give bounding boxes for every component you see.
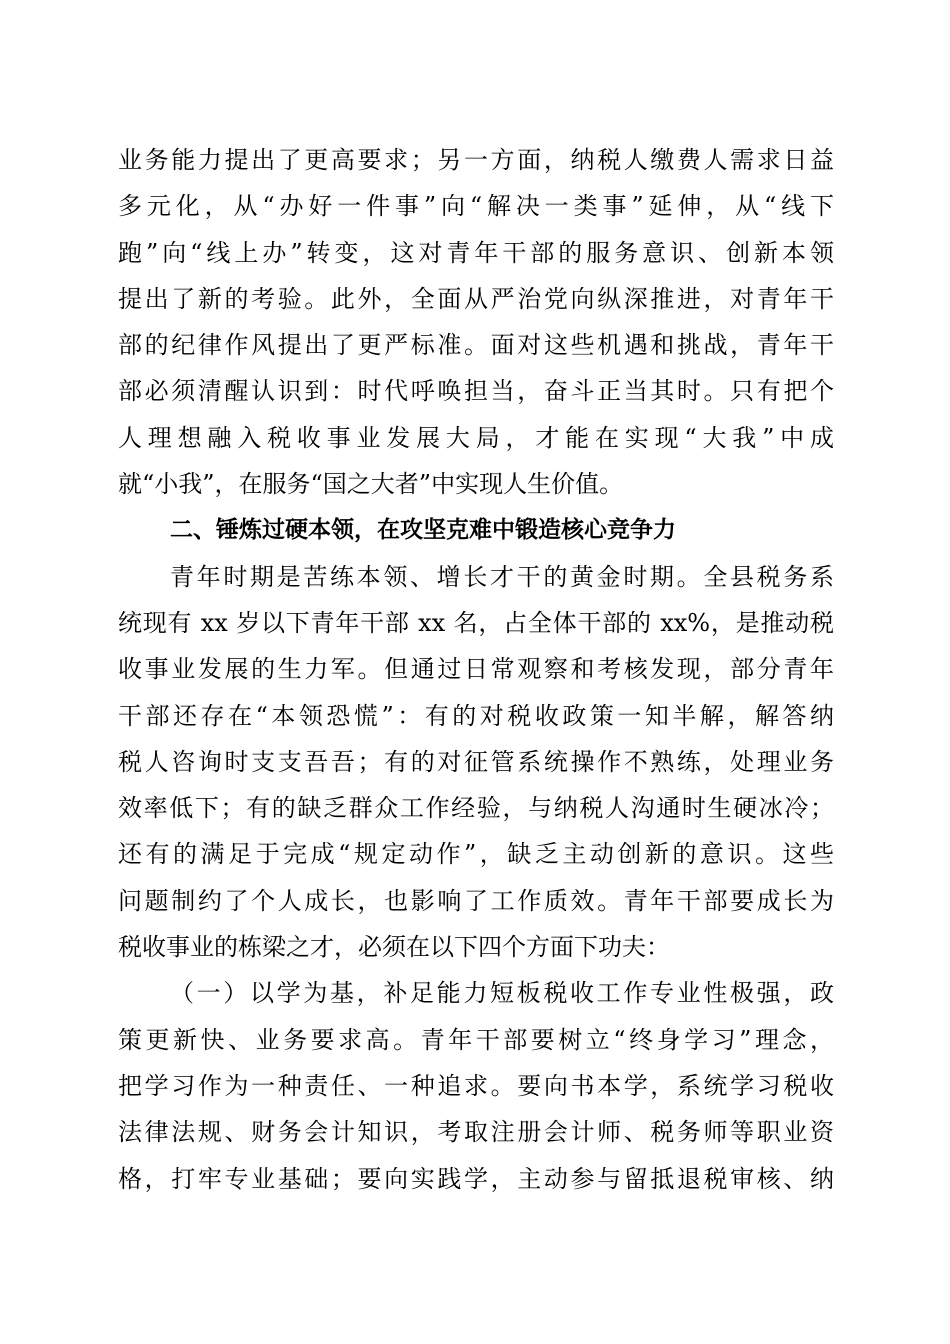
paragraph-line: 统现有 xx 岁以下青年干部 xx 名，占全体干部的 xx%，是推动税: [118, 608, 834, 637]
paragraph-line: 格，打牢专业基础；要向实践学，主动参与留抵退税审核、纳: [118, 1164, 834, 1193]
paragraph-line: 效率低下；有的缺乏群众工作经验，与纳税人沟通时生硬冰冷；: [118, 794, 834, 823]
paragraph-line: 部必须清醒认识到：时代呼唤担当，奋斗正当其时。只有把个: [118, 377, 834, 406]
document-body: [118, 137, 834, 1202]
paragraph-line: 问题制约了个人成长，也影响了工作质效。青年干部要成长为: [118, 886, 834, 915]
section-heading: 二、锤炼过硬本领，在攻坚克难中锻造核心竞争力: [170, 517, 676, 544]
paragraph-line: 还有的满足于完成“规定动作”，缺乏主动创新的意识。这些: [118, 840, 834, 869]
paragraph-line: 青年时期是苦练本领、增长才干的黄金时期。全县税务系: [170, 562, 834, 591]
paragraph-line: 税收事业的栋梁之才，必须在以下四个方面下功夫：: [118, 933, 670, 962]
paragraph-line: 部的纪律作风提出了更严标准。面对这些机遇和挑战，青年干: [118, 331, 834, 360]
paragraph-line: 干部还存在“本领恐慌”：有的对税收政策一知半解，解答纳: [118, 701, 834, 730]
paragraph-line: 策更新快、业务要求高。青年干部要树立“终身学习”理念，: [118, 1025, 834, 1054]
paragraph-line: 就“小我”，在服务“国之大者”中实现人生价值。: [118, 470, 624, 499]
paragraph-line: 业务能力提出了更高要求；另一方面，纳税人缴费人需求日益: [118, 146, 834, 174]
paragraph-line: 税人咨询时支支吾吾；有的对征管系统操作不熟练，处理业务: [118, 747, 834, 776]
paragraph-line: 多元化，从“办好一件事”向“解决一类事”延伸，从“线下: [118, 192, 834, 221]
paragraph-line: 跑”向“线上办”转变，这对青年干部的服务意识、创新本领: [118, 238, 834, 267]
paragraph-line: 收事业发展的生力军。但通过日常观察和考核发现，部分青年: [118, 655, 834, 684]
paragraph-line: 人理想融入税收事业发展大局，才能在实现“大我”中成: [118, 423, 834, 452]
subsection-line: （一）以学为基，补足能力短板税收工作专业性极强，政: [170, 979, 834, 1008]
paragraph-line: 把学习作为一种责任、一种追求。要向书本学，系统学习税收: [118, 1071, 834, 1100]
paragraph-line: 法律法规、财务会计知识，考取注册会计师、税务师等职业资: [118, 1118, 834, 1147]
paragraph-line: 提出了新的考验。此外，全面从严治党向纵深推进，对青年干: [118, 284, 834, 313]
